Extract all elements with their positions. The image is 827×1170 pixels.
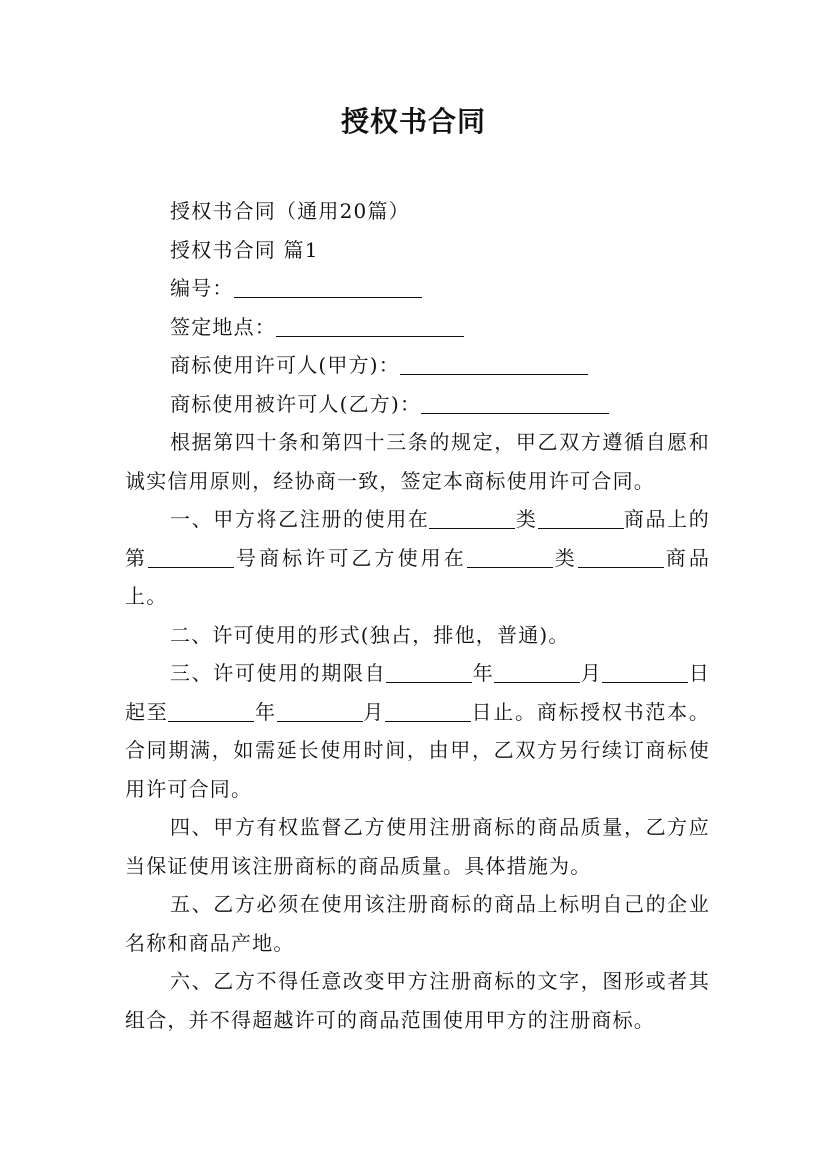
clause-1-text: 一、甲方将乙注册的使用在 bbox=[170, 507, 430, 531]
blank bbox=[578, 545, 664, 568]
licensee-label: 商标使用被许可人(乙方)： bbox=[170, 391, 422, 416]
number-blank bbox=[234, 275, 422, 298]
clause-3 bbox=[125, 654, 710, 808]
clause-2: 二、许可使用的形式(独占，排他，普通)。 bbox=[170, 622, 570, 647]
clause-4: 四、甲方有权监督乙方使用注册商标的商品质量，乙方应当保证使用该注册商标的商品质量。具体措施为。 bbox=[125, 815, 710, 878]
section-heading: 授权书合同 篇1 bbox=[170, 237, 319, 262]
licensee-field bbox=[125, 385, 710, 424]
subtitle: 授权书合同（通用20篇） bbox=[170, 199, 410, 223]
licensor-field bbox=[125, 346, 710, 385]
clause-3-text: 月 bbox=[580, 661, 603, 685]
blank bbox=[538, 506, 624, 529]
clause-5: 五、乙方必须在使用该注册商标的商品上标明自己的企业名称和商品产地。 bbox=[125, 892, 710, 955]
number-label: 编号： bbox=[170, 276, 234, 300]
blank bbox=[494, 660, 580, 683]
blank bbox=[385, 699, 471, 722]
clause-3-text: 日止。商标授权书范本。合同期满，如需延长使用时间，由甲，乙双方另行续订商标使用许可合同。 bbox=[125, 699, 711, 801]
clause-3-text: 年 bbox=[472, 661, 495, 685]
place-field bbox=[125, 308, 710, 347]
blank bbox=[168, 699, 254, 722]
blank bbox=[467, 545, 553, 568]
clause-3-text: 日起至 bbox=[125, 661, 711, 724]
number-field bbox=[125, 269, 710, 308]
clause-3-text: 月 bbox=[362, 699, 385, 724]
blank bbox=[429, 506, 515, 529]
clause-1 bbox=[125, 500, 710, 616]
clause-1-text: 商品上的第 bbox=[125, 507, 710, 570]
clause-3-text: 年 bbox=[254, 699, 277, 724]
clause-3-text: 三、许可使用的期限自 bbox=[170, 661, 387, 685]
blank bbox=[277, 699, 363, 722]
clause-1-text: 商品上。 bbox=[125, 545, 711, 608]
document-title: 授权书合同 bbox=[340, 105, 486, 138]
place-label: 签定地点： bbox=[170, 314, 276, 339]
licensee-blank bbox=[421, 391, 609, 414]
clause-1-text: 类 bbox=[515, 507, 538, 531]
clause-1-text: 号商标许可乙方使用在 bbox=[234, 545, 467, 570]
place-blank bbox=[276, 314, 464, 337]
document-body bbox=[125, 192, 710, 1039]
clause-1-text: 类 bbox=[552, 545, 578, 570]
blank bbox=[602, 660, 688, 683]
licensor-blank bbox=[400, 352, 588, 375]
clause-6: 六、乙方不得任意改变甲方注册商标的文字，图形或者其组合，并不得超越许可的商品范围使用甲方的注册商标。 bbox=[125, 969, 710, 1032]
blank bbox=[148, 545, 234, 568]
licensor-label: 商标使用许可人(甲方)： bbox=[170, 353, 401, 377]
intro-paragraph: 根据第四十条和第四十三条的规定，甲乙双方遵循自愿和诚实信用原则，经协商一致，签定本商标使用许可合同。 bbox=[125, 430, 710, 493]
blank bbox=[386, 660, 472, 683]
